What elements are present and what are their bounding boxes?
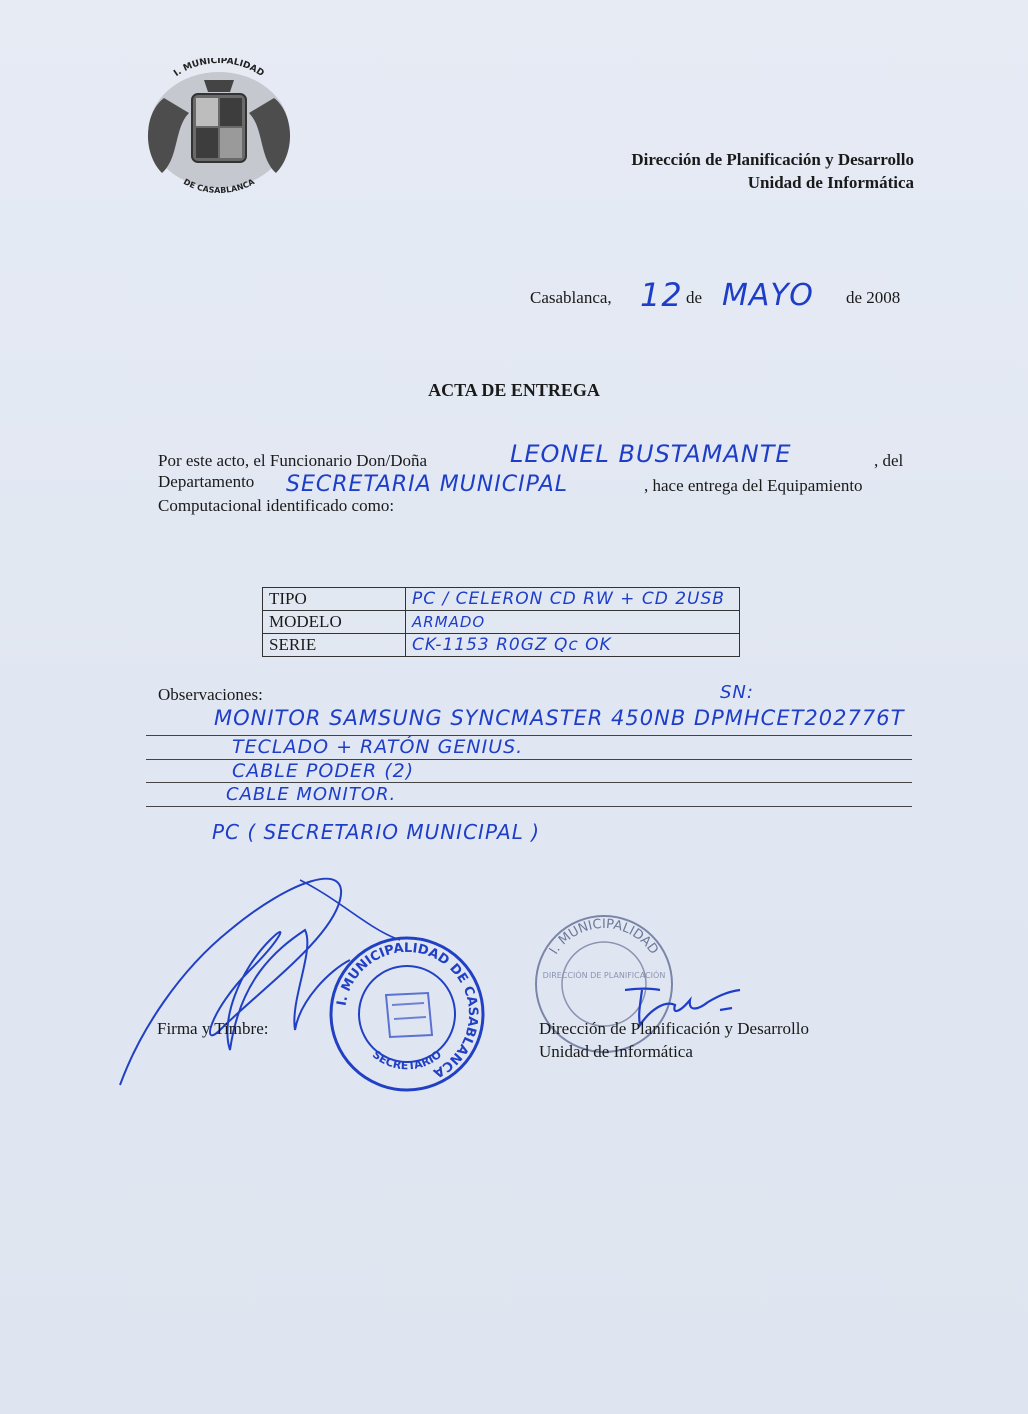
observation-rule [146,782,912,783]
svg-text:I. MUNICIPALIDAD DE CASABLANCA: I. MUNICIPALIDAD DE CASABLANCA [334,940,481,1081]
stamp-icon [328,935,486,1093]
header-line-2: Unidad de Informática [747,173,914,192]
header-block [631,148,914,194]
official-name-handwritten: LEONEL BUSTAMANTE [510,440,792,468]
observation-line-handwritten: MONITOR SAMSUNG SYNCMASTER 450NB DPMHCET202776T [214,706,905,730]
svg-text:I. MUNICIPALIDAD: I. MUNICIPALIDAD [546,916,662,958]
body-dept-prefix: Departamento [158,472,255,491]
body-line-1-prefix: Por este acto, el Funcionario Don/Doña [158,451,428,470]
body-line-1-suffix: , del [874,451,904,470]
date-month-handwritten: MAYO [722,278,814,313]
footer-line-1: Dirección de Planificación y Desarrollo [539,1019,810,1038]
svg-text:DE CASABLANCA: DE CASABLANCA [181,177,257,196]
equipment-value-handwritten: PC / CELERON CD RW + CD 2USB [406,588,740,611]
observation-line-handwritten: CABLE MONITOR. [226,784,397,805]
document-title: ACTA DE ENTREGA [428,380,600,400]
department-handwritten: SECRETARIA MUNICIPAL [286,472,569,497]
svg-text:SECRETARIO: SECRETARIO [369,1047,445,1073]
observation-rule [146,806,912,807]
observation-line-handwritten: CABLE PODER (2) [232,760,415,782]
date-city: Casablanca, [530,288,612,307]
header-line-1: Dirección de Planificación y Desarrollo [631,150,914,169]
coat-of-arms-icon [134,58,304,198]
body-line-2-suffix: , hace entrega del Equipamiento [644,476,863,495]
body-line-3: Computacional identificado como: [158,496,395,515]
equipment-value-handwritten: ARMADO [406,611,740,634]
svg-text:DIRECCIÓN DE PLANIFICACIÓN: DIRECCIÓN DE PLANIFICACIÓN [542,971,666,980]
table-row [263,611,740,634]
equipment-value-handwritten: CK-1153 R0GZ Qc OK [406,634,740,657]
table-row [263,588,740,611]
equipment-label: TIPO [263,588,406,611]
date-de: de [686,288,703,307]
date-day-handwritten: 12 [640,276,683,314]
observation-extra-handwritten: PC ( SECRETARIO MUNICIPAL ) [212,820,540,844]
observations-label: Observaciones: [158,685,263,704]
svg-text:I. MUNICIPALIDAD: I. MUNICIPALIDAD [172,58,266,79]
footer-line-2: Unidad de Informática [539,1042,693,1061]
equipment-label: SERIE [263,634,406,657]
signature-label: Firma y Timbre: [157,1019,269,1038]
table-row [263,634,740,657]
date-year: de 2008 [846,288,901,307]
observation-line-handwritten: TECLADO + RATÓN GENIUS. [232,736,524,758]
equipment-label: MODELO [263,611,406,634]
equipment-table [262,587,740,657]
serial-number-label: SN: [720,682,754,703]
secretario-stamp [328,935,486,1093]
municipal-logo [134,58,304,198]
